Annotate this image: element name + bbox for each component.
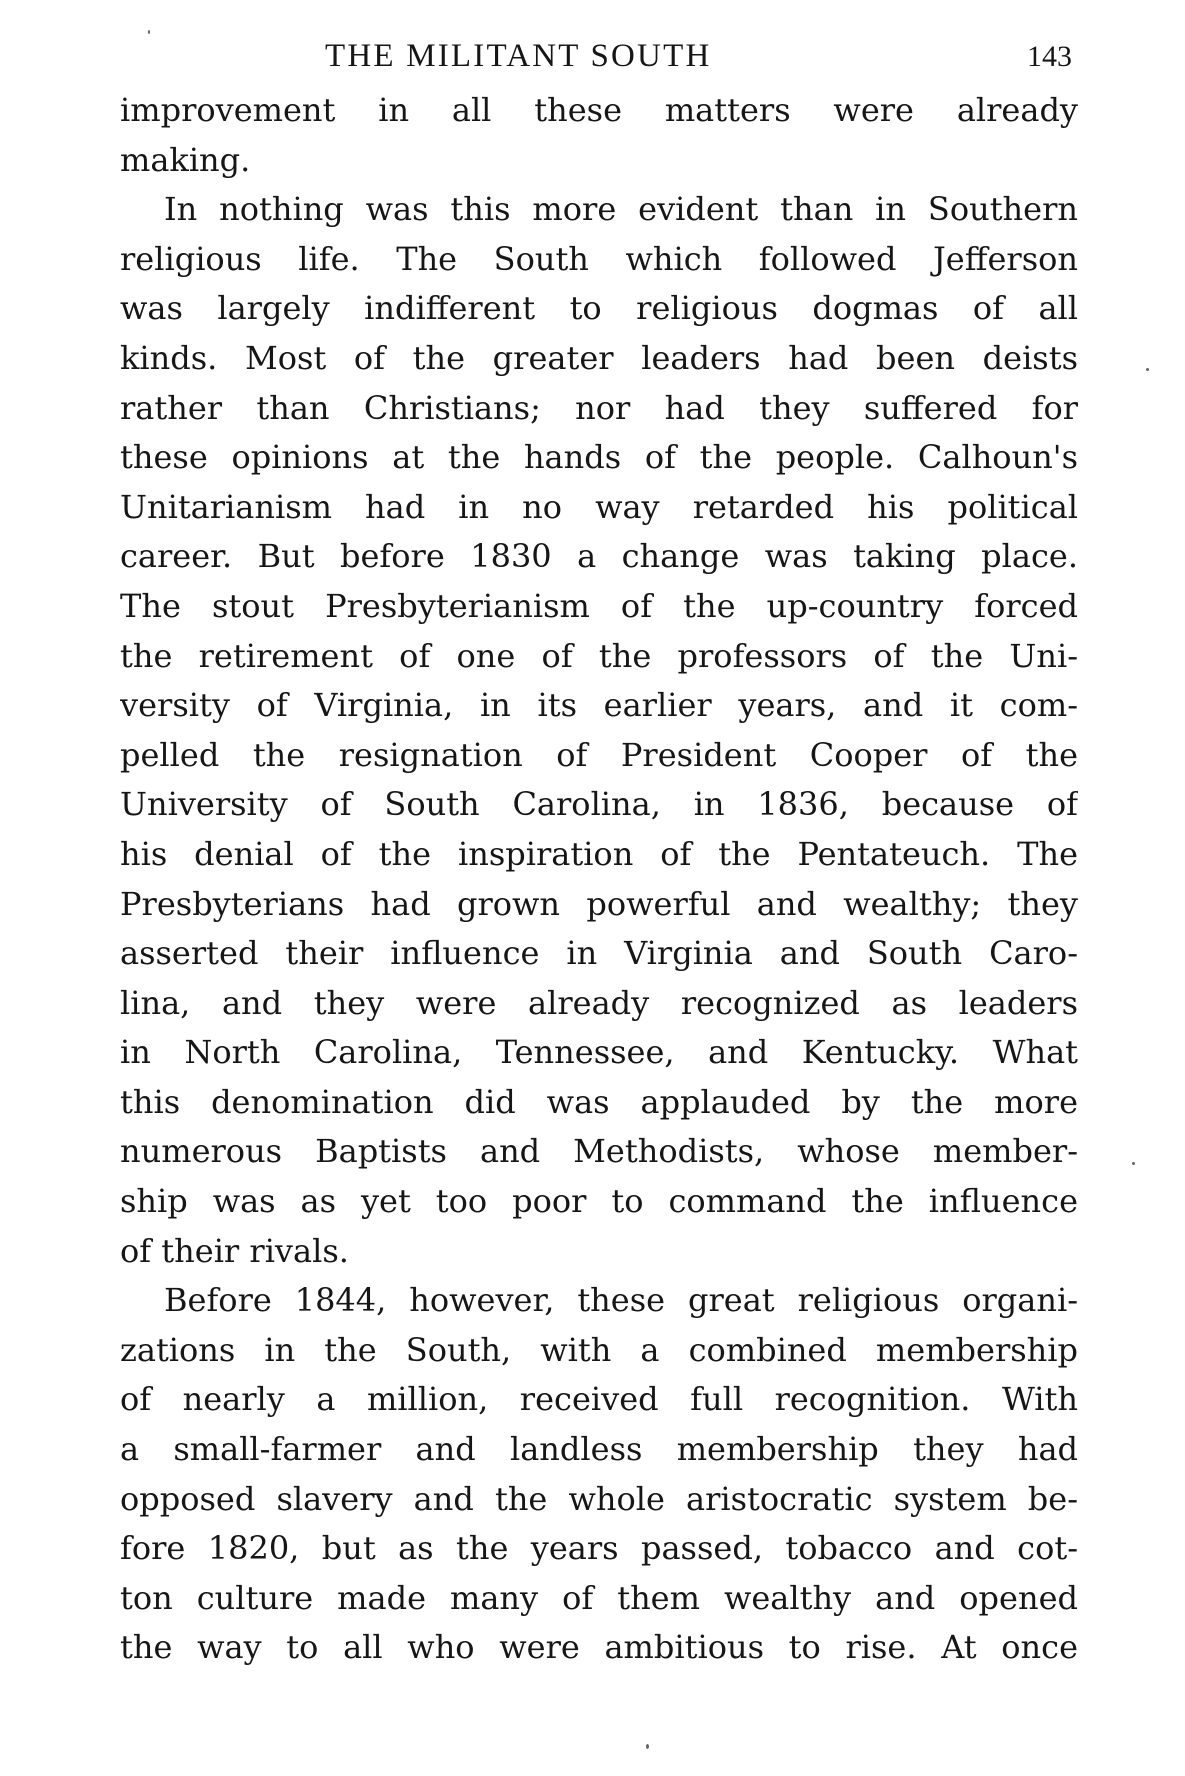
text-line: making. — [120, 140, 251, 179]
text-line: University of South Carolina, in 1836, because of — [120, 785, 1078, 824]
text-line: this denomination did was applauded by the more — [120, 1082, 1078, 1121]
text-line: the way to all who were ambitious to rise. At once — [120, 1628, 1078, 1667]
text-line: Unitarianism had in no way retarded his political — [120, 487, 1078, 526]
page-number: 143 — [1027, 40, 1072, 73]
text-line: ton culture made many of them wealthy and opened — [120, 1578, 1078, 1617]
text-line: numerous Baptists and Methodists, whose member- — [120, 1132, 1078, 1171]
text-line: pelled the resignation of President Cooper of the — [120, 735, 1078, 774]
text-line: kinds. Most of the greater leaders had been deists — [120, 338, 1078, 377]
page-header — [120, 36, 1078, 86]
running-title: THE MILITANT SOUTH — [325, 38, 712, 74]
text-line: improvement in all these matters were already — [120, 91, 1078, 129]
text-line: fore 1820, but as the years passed, tobacco and cot- — [120, 1529, 1078, 1568]
scan-speck — [1132, 1162, 1135, 1165]
text-line: was largely indifferent to religious dogmas of all — [120, 289, 1078, 328]
text-line: of their rivals. — [120, 1231, 349, 1270]
text-line: his denial of the inspiration of the Pentateuch. The — [120, 834, 1078, 873]
body-text — [120, 86, 1078, 1673]
text-line: In nothing was this more evident than in Southern — [164, 190, 1078, 229]
text-line: rather than Christians; nor had they suffered for — [120, 388, 1078, 427]
scan-speck — [646, 1744, 649, 1749]
text-line: of nearly a million, received full recognition. With — [120, 1380, 1078, 1419]
text-line: these opinions at the hands of the people. Calhoun's — [120, 438, 1078, 477]
text-line: The stout Presbyterianism of the up-country forced — [120, 586, 1078, 625]
text-line: zations in the South, with a combined membership — [120, 1330, 1078, 1369]
text-line: the retirement of one of the professors of the Uni- — [120, 636, 1078, 675]
text-line: opposed slavery and the whole aristocratic system be- — [120, 1479, 1078, 1518]
text-line: versity of Virginia, in its earlier years, and it com- — [120, 686, 1078, 725]
text-line: career. But before 1830 a change was taking place. — [120, 537, 1078, 576]
text-line: in North Carolina, Tennessee, and Kentucky. What — [120, 1033, 1078, 1072]
book-page — [120, 36, 1078, 1673]
text-line: asserted their influence in Virginia and South Caro- — [120, 934, 1078, 973]
text-line: Before 1844, however, these great religious organi- — [164, 1281, 1078, 1320]
text-line: a small-farmer and landless membership they had — [120, 1430, 1078, 1469]
text-line: ship was as yet too poor to command the influence — [120, 1182, 1078, 1221]
scan-speck — [148, 30, 150, 34]
text-line: religious life. The South which followed Jefferson — [120, 239, 1078, 278]
scan-speck — [1146, 368, 1149, 371]
text-line: lina, and they were already recognized as leaders — [120, 983, 1078, 1022]
text-line: Presbyterians had grown powerful and wealthy; they — [120, 884, 1078, 923]
